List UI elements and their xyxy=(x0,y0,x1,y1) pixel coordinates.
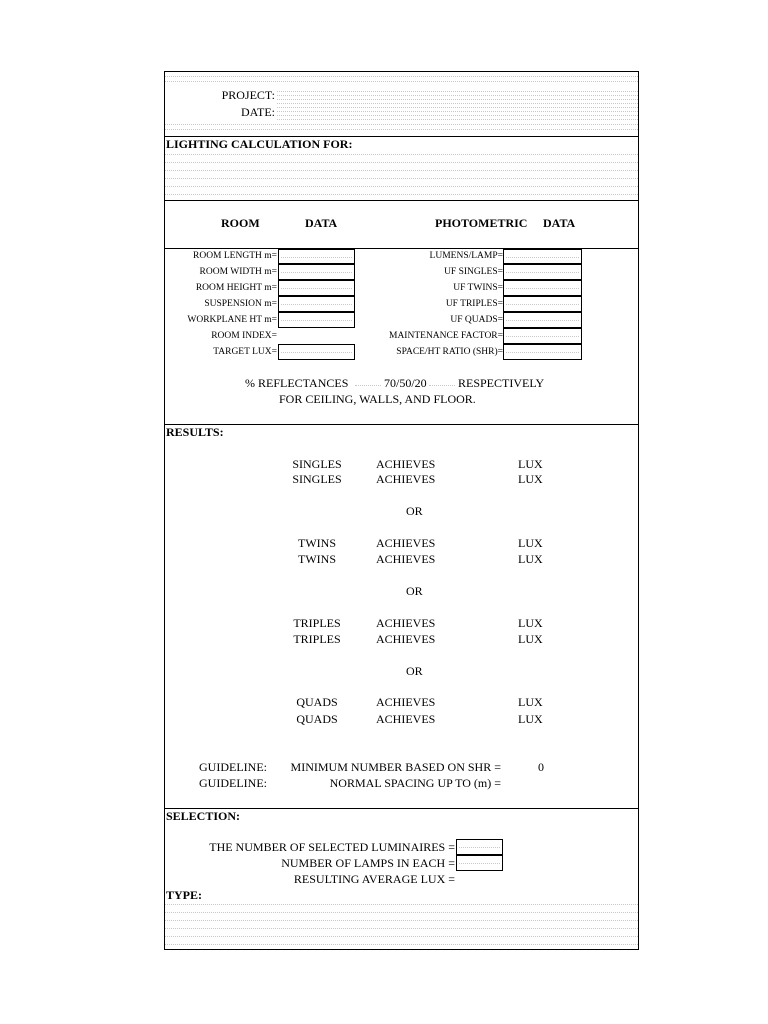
date-label: DATE: xyxy=(241,105,275,119)
uf-singles-label: UF SINGLES= xyxy=(444,267,503,277)
lux-label: LUX xyxy=(518,712,543,726)
target-lux-input[interactable] xyxy=(278,344,355,360)
suspension-label: SUSPENSION m= xyxy=(204,299,277,309)
group-name: QUADS xyxy=(296,712,338,726)
group-name: TWINS xyxy=(298,552,336,566)
calculation-sheet xyxy=(164,71,639,950)
uf-triples-input[interactable] xyxy=(503,296,582,312)
project-input[interactable] xyxy=(277,103,638,104)
group-name: SINGLES xyxy=(292,472,342,486)
num-lamps-input[interactable] xyxy=(456,855,503,871)
achieves-label: ACHIEVES xyxy=(376,616,436,630)
photometric-data-heading: DATA xyxy=(543,216,576,230)
lux-label: LUX xyxy=(518,472,543,486)
group-name: TWINS xyxy=(298,536,336,550)
workplane-ht-label: WORKPLANE HT m= xyxy=(187,315,277,325)
lumens-lamp-input[interactable] xyxy=(503,249,582,264)
guideline-spacing-text: NORMAL SPACING UP TO (m) = xyxy=(329,776,501,790)
num-luminaires-input[interactable] xyxy=(456,839,503,855)
room-height-label: ROOM HEIGHT m= xyxy=(195,283,277,293)
lux-label: LUX xyxy=(518,695,543,709)
achieves-label: ACHIEVES xyxy=(376,472,436,486)
uf-twins-input[interactable] xyxy=(503,280,582,296)
achieves-label: ACHIEVES xyxy=(376,457,436,471)
photometric-heading: PHOTOMETRIC xyxy=(435,216,528,230)
divider xyxy=(165,424,638,425)
group-name: QUADS xyxy=(296,695,338,709)
or-separator: OR xyxy=(406,584,423,598)
or-separator: OR xyxy=(406,664,423,678)
uf-quads-input[interactable] xyxy=(503,312,582,328)
room-index-label: ROOM INDEX= xyxy=(211,331,277,341)
lux-label: LUX xyxy=(518,552,543,566)
room-width-input[interactable] xyxy=(278,264,355,280)
guideline-label: GUIDELINE: xyxy=(199,760,267,774)
group-name: SINGLES xyxy=(292,457,342,471)
calc-for-label: LIGHTING CALCULATION FOR: xyxy=(166,137,353,151)
room-length-input[interactable] xyxy=(278,249,355,264)
room-length-label: ROOM LENGTH m= xyxy=(193,251,277,261)
project-label: PROJECT: xyxy=(221,88,275,102)
date-input[interactable] xyxy=(277,119,638,120)
or-separator: OR xyxy=(406,504,423,518)
results-heading: RESULTS: xyxy=(166,425,224,439)
uf-triples-label: UF TRIPLES= xyxy=(445,299,503,309)
shr-input[interactable] xyxy=(503,344,582,360)
room-height-input[interactable] xyxy=(278,280,355,296)
room-width-label: ROOM WIDTH m= xyxy=(199,267,277,277)
guideline-min-value: 0 xyxy=(538,760,544,774)
achieves-label: ACHIEVES xyxy=(376,632,436,646)
room-data-heading: DATA xyxy=(305,216,338,230)
lux-label: LUX xyxy=(518,632,543,646)
uf-twins-label: UF TWINS= xyxy=(453,283,503,293)
reflectances-suffix: RESPECTIVELY xyxy=(458,376,545,390)
achieves-label: ACHIEVES xyxy=(376,536,436,550)
maintenance-factor-label: MAINTENANCE FACTOR= xyxy=(389,331,503,341)
lux-label: LUX xyxy=(518,536,543,550)
shr-label: SPACE/HT RATIO (SHR)= xyxy=(396,347,503,357)
uf-singles-input[interactable] xyxy=(503,264,582,280)
group-name: TRIPLES xyxy=(293,616,341,630)
uf-quads-label: UF QUADS= xyxy=(450,315,503,325)
avg-lux-label: RESULTING AVERAGE LUX = xyxy=(293,872,455,886)
maintenance-factor-input[interactable] xyxy=(503,328,582,344)
selection-heading: SELECTION: xyxy=(166,809,241,823)
divider xyxy=(165,200,638,201)
num-lamps-label: NUMBER OF LAMPS IN EACH = xyxy=(281,856,455,870)
num-luminaires-label: THE NUMBER OF SELECTED LUMINAIRES = xyxy=(209,840,455,854)
reflectances-prefix: % REFLECTANCES xyxy=(245,376,349,390)
type-label: TYPE: xyxy=(166,888,202,902)
guideline-label: GUIDELINE: xyxy=(199,776,267,790)
achieves-label: ACHIEVES xyxy=(376,712,436,726)
room-heading: ROOM xyxy=(221,216,260,230)
reflectances-value: 70/50/20 xyxy=(384,376,427,390)
lux-label: LUX xyxy=(518,616,543,630)
workplane-ht-input[interactable] xyxy=(278,312,355,328)
group-name: TRIPLES xyxy=(293,632,341,646)
suspension-input[interactable] xyxy=(278,296,355,312)
reflectances-line2: FOR CEILING, WALLS, AND FLOOR. xyxy=(279,392,476,406)
guideline-min-text: MINIMUM NUMBER BASED ON SHR = xyxy=(290,760,501,774)
lux-label: LUX xyxy=(518,457,543,471)
achieves-label: ACHIEVES xyxy=(376,695,436,709)
target-lux-label: TARGET LUX= xyxy=(213,347,277,357)
achieves-label: ACHIEVES xyxy=(376,552,436,566)
lumens-lamp-label: LUMENS/LAMP= xyxy=(429,251,503,261)
